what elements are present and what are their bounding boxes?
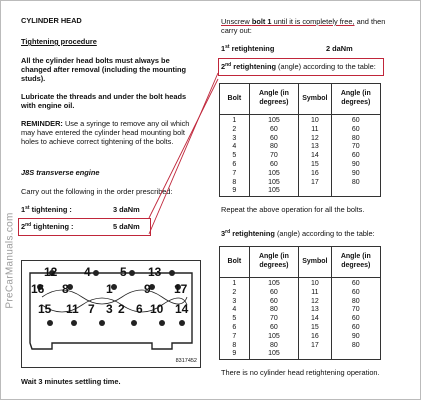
- table-cell-value: 9: [232, 187, 237, 195]
- table-cell-value: 70: [351, 306, 360, 314]
- table-cell-value: 90: [351, 169, 360, 177]
- table-cell-value: 13: [310, 306, 319, 314]
- col-header-angle-2: Angle (in degrees): [331, 84, 380, 115]
- table-cell-value: 1: [232, 280, 237, 287]
- bolt-1-emphasis: bolt 1: [251, 17, 272, 26]
- table-body-row: [220, 115, 381, 197]
- diagram-bolt-6: 6: [136, 302, 143, 316]
- para-bolts-line1: All the cylinder head bolts must always be: [21, 56, 170, 65]
- table-cell-value: 60: [270, 160, 278, 168]
- table-header-row: [220, 84, 381, 115]
- col-header-angle: Angle (in degrees): [249, 247, 298, 278]
- table-cell-value: 10: [310, 117, 319, 124]
- table-cell-value: 16: [310, 332, 319, 340]
- repeat-note: Repeat the above operation for all the bolts.: [221, 205, 365, 214]
- angle-list-2: [331, 115, 380, 197]
- para-bolts-line3: studs).: [21, 74, 46, 83]
- table-cell-value: 60: [351, 323, 360, 331]
- diagram-bolt-8: 8: [62, 282, 69, 296]
- para-lubricate-line1: Lubricate the threads and under the bolt heads: [21, 92, 187, 101]
- table-cell-value: 60: [270, 323, 278, 331]
- table-cell-value: 60: [270, 288, 278, 296]
- table-cell-value: 15: [310, 160, 319, 168]
- angle-table-2nd-retightening: [219, 83, 381, 197]
- table-cell-value: 105: [268, 178, 280, 186]
- table-cell-value: 80: [270, 306, 278, 314]
- wait-note: Wait 3 minutes settling time.: [21, 377, 121, 386]
- table-cell-value: 9: [232, 350, 237, 358]
- table-cell-value: 12: [310, 297, 319, 305]
- table-cell-value: 14: [310, 315, 319, 323]
- table-cell-value: 60: [351, 125, 360, 133]
- retightening1-value: 2 daNm: [326, 44, 353, 53]
- table-cell-value: 105: [268, 332, 280, 340]
- step1-label: 1st tightening :: [21, 205, 72, 214]
- table-cell-value: 105: [268, 350, 280, 358]
- table-cell-value: 6: [232, 323, 237, 331]
- watermark-text: PreCarManuals.com: [4, 212, 16, 309]
- diagram-bolt-7: 7: [88, 302, 95, 316]
- table-cell-value: 80: [270, 341, 278, 349]
- table-cell-value: 60: [270, 125, 278, 133]
- diagram-bolt-4: 4: [84, 265, 91, 279]
- col-header-angle-2: Angle (in degrees): [331, 247, 380, 278]
- angle-table-3rd-retightening: [219, 246, 381, 360]
- bolt-list: [220, 278, 250, 360]
- table-cell-value: 60: [270, 134, 278, 142]
- table-cell-value: 17: [310, 178, 319, 186]
- diagram-bolt-9: 9: [144, 282, 151, 296]
- diagram-bolt-5: 5: [120, 265, 127, 279]
- table-body-row: [220, 278, 381, 360]
- table-cell-value: 13: [310, 143, 319, 151]
- table-cell-value: 2: [232, 288, 237, 296]
- step2-value: 5 daNm: [113, 222, 140, 231]
- table-cell-value: 2: [232, 125, 237, 133]
- col-header-angle: Angle (in degrees): [249, 84, 298, 115]
- table-cell-value: 60: [270, 297, 278, 305]
- table-cell-value: 60: [351, 315, 360, 323]
- table-cell-value: 14: [310, 152, 319, 160]
- diagram-bolt-17: 17: [174, 282, 188, 296]
- col-header-bolt: Bolt: [220, 84, 250, 115]
- table-cell-value: 80: [270, 143, 278, 151]
- diagram-bolt-16: 16: [31, 282, 45, 296]
- table-cell-value: 3: [232, 297, 237, 305]
- table-cell-value: 10: [310, 280, 319, 287]
- table-cell-value: 80: [351, 341, 360, 349]
- col-header-symbol: Symbol: [299, 247, 331, 278]
- diagram-bolt-2: 2: [118, 302, 125, 316]
- reminder-line3: holes to achieve correct tightening of the bolts.: [21, 137, 174, 146]
- angle-list: [249, 115, 298, 197]
- connector-line-1: [149, 79, 218, 218]
- table-cell-value: 6: [232, 160, 237, 168]
- engine-title: J8S transverse engine: [21, 168, 100, 177]
- table-cell-value: 105: [268, 117, 280, 124]
- bolt-list: [220, 115, 250, 197]
- table-header-row: [220, 247, 381, 278]
- table-cell-value: 17: [310, 341, 319, 349]
- table-cell-value: 3: [232, 134, 237, 142]
- retightening2-text: 2nd retightening (angle) according to the table:: [221, 62, 376, 71]
- diagram-bolt-14: 14: [175, 302, 189, 316]
- symbol-list: [299, 278, 331, 360]
- col-header-bolt: Bolt: [220, 247, 250, 278]
- angle-list-2: [331, 278, 380, 360]
- para-lubricate-line2: with engine oil.: [21, 101, 75, 110]
- para-bolts-line2: changed after removal (including the mounting: [21, 65, 187, 74]
- table-cell-value: 60: [351, 280, 360, 287]
- table-cell-value: 90: [351, 160, 360, 168]
- table-cell-value: 8: [232, 341, 237, 349]
- carry-out-text: Carry out the following in the order prescribed:: [21, 187, 173, 196]
- table-cell-value: 11: [311, 125, 319, 133]
- final-note: There is no cylinder head retightening operation.: [221, 368, 380, 377]
- step2-label: 2nd tightening :: [21, 222, 74, 231]
- diagram-bolt-11: 11: [66, 302, 79, 316]
- table-cell-value: 5: [232, 315, 237, 323]
- table-cell-value: 5: [232, 152, 237, 160]
- table-cell-value: 80: [351, 297, 360, 305]
- table-cell-value: 60: [351, 152, 360, 160]
- step1-value: 3 daNm: [113, 205, 140, 214]
- connector-line-2: [149, 73, 218, 234]
- retightening3-text: 3rd retightening (angle) according to the table:: [221, 229, 375, 238]
- diagram-bolt-10: 10: [150, 302, 164, 316]
- diagram-bolt-12: 12: [44, 265, 58, 279]
- table-cell-value: 105: [268, 169, 280, 177]
- table-cell-value: 7: [232, 169, 237, 177]
- table-cell-value: 4: [232, 143, 237, 151]
- table-cell-value: 60: [351, 288, 360, 296]
- bolt-tightening-diagram: [21, 260, 201, 368]
- unscrew-underlined: Unscrew bolt 1 until it is completely free,: [221, 17, 355, 26]
- table-cell-value: 70: [270, 152, 278, 160]
- table-cell-value: 7: [232, 332, 237, 340]
- table-cell-value: 60: [351, 117, 360, 124]
- unscrew-line2: carry out:: [221, 26, 252, 35]
- table-cell-value: 15: [310, 323, 319, 331]
- diagram-bolt-1: 1: [106, 282, 113, 296]
- table-cell-value: 80: [351, 178, 360, 186]
- table-cell-value: 16: [310, 169, 319, 177]
- reminder-line2: may have entered the cylinder head mounting bolt: [21, 128, 185, 137]
- section-heading: CYLINDER HEAD: [21, 16, 82, 25]
- table-cell-value: 80: [351, 134, 360, 142]
- unscrew-line1: Unscrew bolt 1 until it is completely free, and then: [221, 17, 386, 26]
- retightening1-label: 1st retightening: [221, 44, 275, 53]
- diagram-bolt-3: 3: [106, 302, 113, 316]
- diagram-reference: 8317452: [175, 358, 197, 364]
- table-cell-value: 1: [232, 117, 237, 124]
- table-cell-value: 70: [270, 315, 278, 323]
- table-cell-value: 90: [351, 332, 360, 340]
- table-cell-value: 11: [311, 288, 319, 296]
- symbol-list: [299, 115, 331, 197]
- table-cell-value: 8: [232, 178, 237, 186]
- reminder-text-1: Use a syringe to remove any oil which: [64, 119, 190, 128]
- table-cell-value: 70: [351, 143, 360, 151]
- table-cell-value: 105: [268, 187, 280, 195]
- diagram-bolt-15: 15: [38, 302, 52, 316]
- table-cell-value: 105: [268, 280, 280, 287]
- angle-list: [249, 278, 298, 360]
- reminder-label: REMINDER:: [21, 119, 63, 128]
- table-cell-value: 4: [232, 306, 237, 314]
- table-cell-value: 12: [310, 134, 319, 142]
- col-header-symbol: Symbol: [299, 84, 331, 115]
- diagram-bolt-13: 13: [148, 265, 162, 279]
- procedure-subheading: Tightening procedure: [21, 37, 97, 46]
